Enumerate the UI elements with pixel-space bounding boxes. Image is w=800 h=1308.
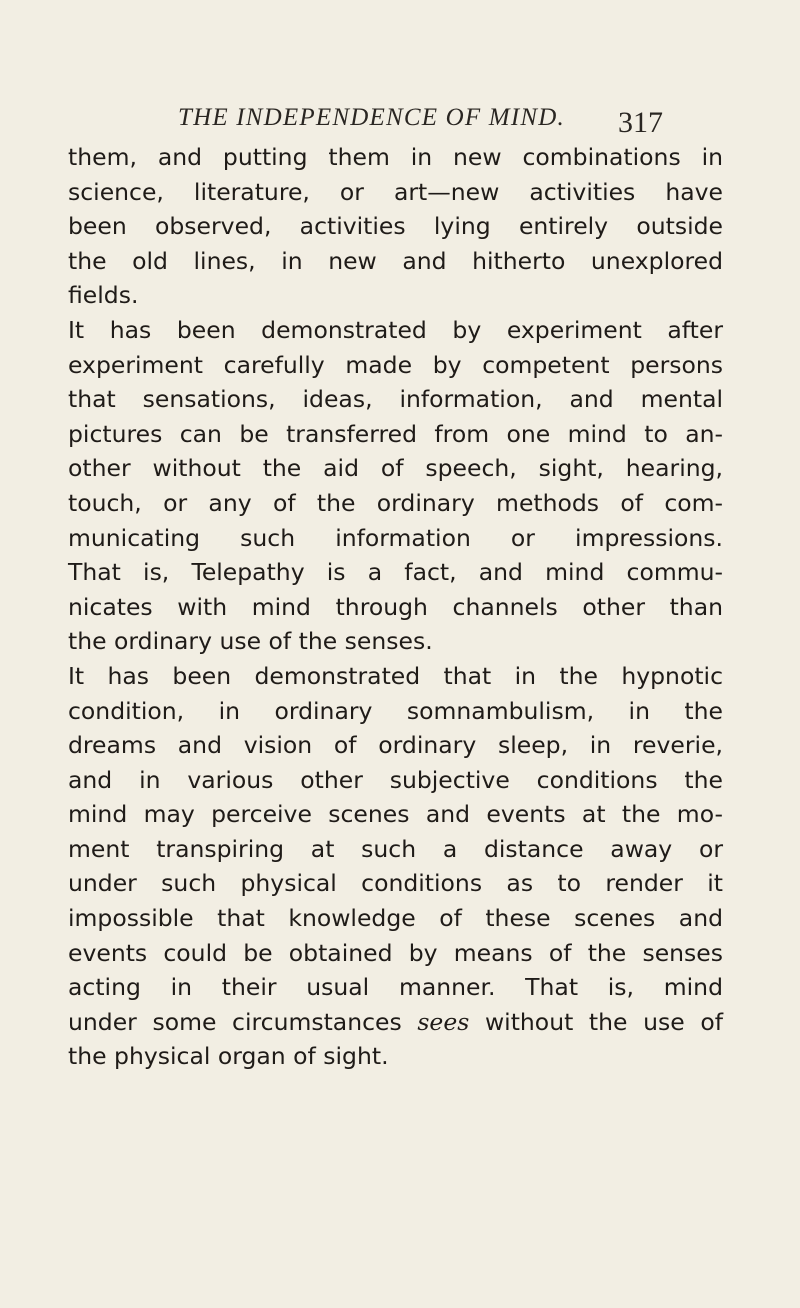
- text-line: events could be obtained by means of the senses: [68, 938, 723, 967]
- text-line: and in various other subjective conditions the: [68, 765, 723, 794]
- text-line: impossible that knowledge of these scenes and: [68, 904, 723, 933]
- text-line-with-italic: [68, 1005, 723, 1040]
- text-fragment: without the use of: [484, 1007, 723, 1036]
- text-line: municating such information or impressions.: [68, 523, 723, 552]
- text-line: It has been demonstrated that in the hypnotic: [68, 661, 723, 690]
- paragraph-3: [68, 659, 723, 1074]
- text-line: pictures can be transferred from one mind to an-: [68, 419, 723, 448]
- running-title: THE INDEPENDENCE OF MIND.: [178, 104, 565, 131]
- text-line: them, and putting them in new combinations in: [68, 143, 723, 171]
- text-line: That is, Telepathy is a fact, and mind commu-: [68, 558, 723, 587]
- text-line: acting in their usual manner. That is, mind: [68, 973, 723, 1002]
- text-line: experiment carefully made by competent persons: [68, 350, 723, 379]
- running-head: [0, 104, 800, 144]
- page-number: 317: [618, 106, 663, 139]
- text-line: been observed, activities lying entirely outside: [68, 212, 723, 241]
- paragraph-2: [68, 313, 723, 659]
- italic-word: sees: [417, 1007, 470, 1036]
- text-line: that sensations, ideas, information, and mental: [68, 385, 723, 414]
- text-line: the physical organ of sight.: [68, 1042, 389, 1071]
- text-line: ment transpiring at such a distance away or: [68, 834, 723, 863]
- text-fragment: under some circumstances: [68, 1007, 402, 1036]
- text-line: touch, or any of the ordinary methods of com-: [68, 488, 723, 517]
- paragraph-1: [68, 140, 723, 313]
- text-line: mind may perceive scenes and events at the mo-: [68, 800, 723, 829]
- text-line: It has been demonstrated by experiment after: [68, 315, 723, 344]
- text-line: other without the aid of speech, sight, hearing,: [68, 454, 723, 483]
- text-line: condition, in ordinary somnambulism, in the: [68, 696, 723, 725]
- text-line: under such physical conditions as to render it: [68, 869, 723, 898]
- body-text: [68, 140, 723, 1074]
- text-line: dreams and vision of ordinary sleep, in reverie,: [68, 731, 723, 760]
- text-line: nicates with mind through channels other than: [68, 592, 723, 621]
- text-line: the old lines, in new and hitherto unexplored: [68, 246, 723, 275]
- text-line: science, literature, or art—new activities have: [68, 177, 723, 206]
- text-line: fields.: [68, 281, 139, 310]
- text-line: the ordinary use of the senses.: [68, 627, 433, 656]
